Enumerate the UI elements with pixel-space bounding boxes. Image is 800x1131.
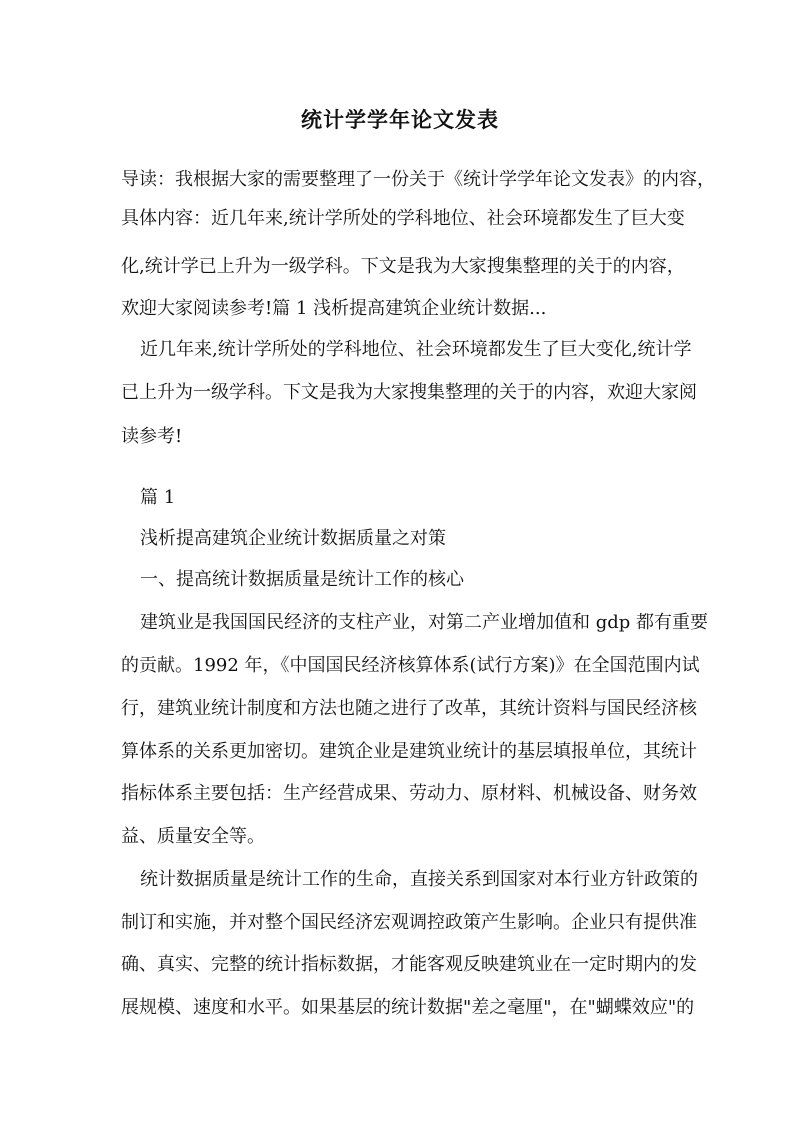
intro-line: 导读：我根据大家的需要整理了一份关于《统计学学年论文发表》的内容， [121,169,715,190]
intro-line: 具体内容：近几年来,统计学所处的学科地位、社会环境都发生了巨大变 [121,208,685,229]
paragraph-line: 行，建筑业统计制度和方法也随之进行了改革，其统计资料与国民经济核 [121,698,697,719]
paragraph-line: 益、质量安全等。 [121,826,265,847]
section-heading: 一、提高统计数据质量是统计工作的核心 [140,569,464,590]
article-title: 浅析提高建筑企业统计数据质量之对策 [140,528,446,549]
paragraph-line: 制订和实施，并对整个国民经济宏观调控政策产生影响。企业只有提供准 [121,912,697,933]
paragraph-line: 的贡献。1992 年，《中国国民经济核算体系(试行方案)》在全国范围内试 [121,655,700,676]
paragraph-line: 近几年来,统计学所处的学科地位、社会环境都发生了巨大变化,统计学 [140,339,692,360]
paragraph-line: 算体系的关系更加密切。建筑企业是建筑业统计的基层填报单位，其统计 [121,741,697,762]
paragraph-line: 读参考! [121,426,183,447]
document-title: 统计学学年论文发表 [301,107,499,132]
paragraph-line: 建筑业是我国国民经济的支柱产业，对第二产业增加值和 gdp 都有重要 [140,612,709,633]
intro-line: 化,统计学已上升为一级学科。下文是我为大家搜集整理的关于的内容， [121,256,685,277]
paragraph-line: 指标体系主要包括：生产经营成果、劳动力、原材料、机械设备、财务效 [121,783,697,804]
intro-line: 欢迎大家阅读参考!篇 1 浅析提高建筑企业统计数据... [121,298,547,319]
section-label: 篇 1 [140,487,176,508]
paragraph-line: 统计数据质量是统计工作的生命，直接关系到国家对本行业方针政策的 [140,869,698,890]
paragraph-line: 已上升为一级学科。下文是我为大家搜集整理的关于的内容，欢迎大家阅 [121,382,697,403]
paragraph-line: 展规模、速度和水平。如果基层的统计数据"差之毫厘"，在"蝴蝶效应"的 [121,997,695,1018]
paragraph-line: 确、真实、完整的统计指标数据，才能客观反映建筑业在一定时期内的发 [121,954,697,975]
